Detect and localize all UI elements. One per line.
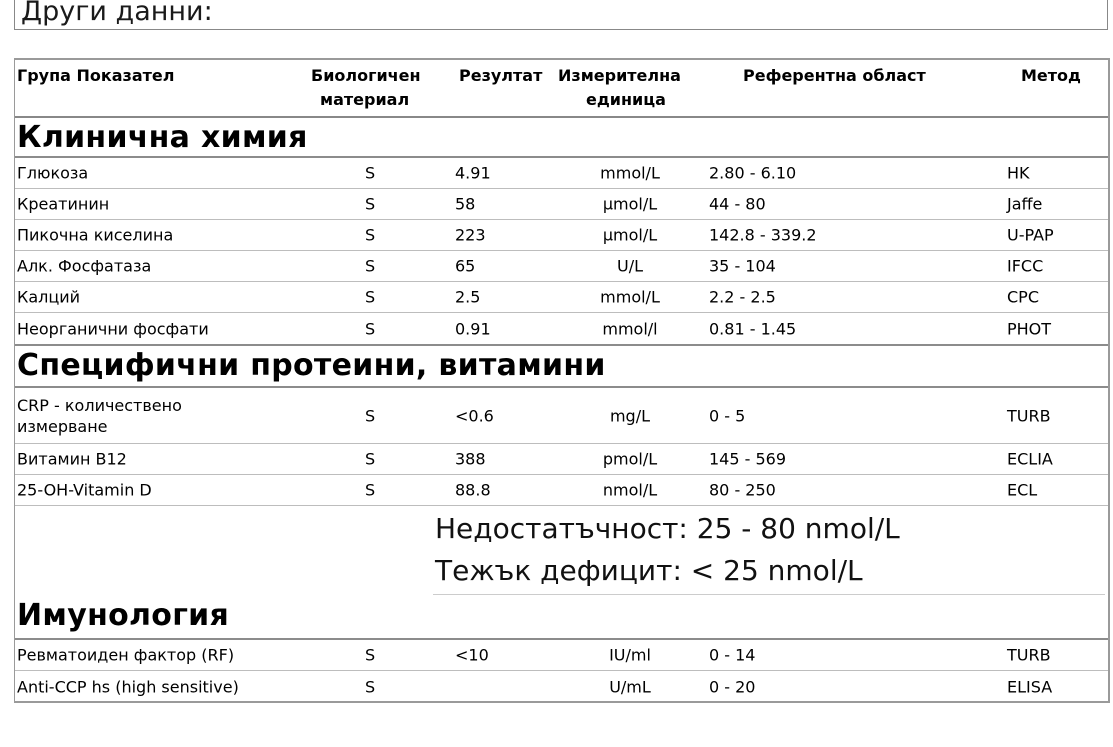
table-row [15,189,1108,220]
cell-material: S [365,406,376,425]
cell-name-line1: CRP - количествено [17,395,182,415]
cell-unit: µmol/L [602,225,658,245]
cell-material: S [365,480,376,500]
cell-method: ECLIA [1007,449,1053,469]
table-row [15,313,1108,344]
cell-result: 65 [455,256,476,276]
cell-unit: mg/L [609,406,651,425]
cell-method: U-PAP [1007,225,1054,245]
cell-reference: 142.8 - 339.2 [709,225,817,245]
cell-unit: mmol/l [602,319,658,338]
cell-name: Неорганични фосфати [17,319,209,338]
cell-method: TURB [1007,406,1051,425]
cell-name: 25-OH-Vitamin D [17,480,152,500]
section-specific-proteins [15,344,1108,388]
cell-method: TURB [1007,645,1051,665]
cell-method: IFCC [1007,256,1044,276]
header-method: Метод [1021,66,1081,85]
cell-material: S [365,287,376,307]
cell-unit: mmol/L [600,163,660,183]
cell-reference: 2.80 - 6.10 [709,163,797,183]
cell-unit: U/mL [609,677,651,696]
cell-material: S [365,225,376,245]
cell-name: Ревматоиден фактор (RF) [17,645,235,665]
cell-result: 223 [455,225,486,245]
cell-result: 388 [455,449,486,469]
vitamin-d-note-insufficiency: Недостатъчност: 25 - 80 nmol/L [435,512,900,545]
section-immunology [15,596,1108,640]
table-row [15,388,1108,444]
header-material-line1: Биологичен [311,66,421,85]
table-row [15,282,1108,313]
cell-name-line2: измерване [17,416,108,436]
cell-name: Пикочна киселина [17,225,174,245]
section-clinical-chemistry [15,118,1108,158]
other-data-label: Други данни: [21,0,213,27]
cell-name: Креатинин [17,194,110,214]
cell-material: S [365,319,376,338]
cell-reference: 80 - 250 [709,480,776,500]
cell-unit: nmol/L [602,480,658,500]
cell-reference: 35 - 104 [709,256,776,276]
table-row [15,671,1108,702]
results-table [14,58,1110,703]
cell-name: Глюкоза [17,163,89,183]
cell-method: Jaffe [1007,194,1043,214]
cell-result: 0.91 [455,319,491,338]
cell-unit: IU/ml [609,645,651,665]
header-group: Група Показател [17,66,175,85]
cell-material: S [365,194,376,214]
table-row [15,220,1108,251]
cell-name: Anti-CCP hs (high sensitive) [17,677,239,696]
cell-reference: 0 - 20 [709,677,756,696]
cell-reference: 0.81 - 1.45 [709,319,797,338]
cell-unit: U/L [616,256,643,276]
cell-material: S [365,163,376,183]
cell-name [17,395,277,437]
cell-method: CPC [1007,287,1039,307]
cell-method: ECL [1007,480,1038,500]
cell-material: S [365,677,376,696]
cell-reference: 44 - 80 [709,194,766,214]
cell-result: <10 [455,645,489,665]
header-material-line2: материал [320,90,410,109]
cell-material: S [365,256,376,276]
cell-reference: 0 - 5 [709,406,746,425]
cell-result: 58 [455,194,476,214]
section-title: Клинична химия [17,120,308,155]
cell-material: S [365,645,376,665]
header-result: Резултат [459,66,543,85]
section-title: Специфични протеини, витамини [17,348,606,383]
note-divider [433,594,1105,595]
header-reference: Референтна област [743,66,926,85]
cell-result: <0.6 [455,406,494,425]
header-unit-line1: Измерителна [558,66,681,85]
cell-unit: pmol/L [602,449,658,469]
table-row [15,444,1108,475]
cell-name: Алк. Фосфатаза [17,256,152,276]
cell-result: 88.8 [455,480,491,500]
cell-reference: 145 - 569 [709,449,787,469]
cell-result: 2.5 [455,287,481,307]
header-unit-line2: единица [586,90,666,109]
cell-reference: 0 - 14 [709,645,756,665]
table-row [15,251,1108,282]
cell-unit: mmol/L [600,287,660,307]
cell-result: 4.91 [455,163,491,183]
cell-method: PHOT [1007,319,1052,338]
cell-unit: µmol/L [602,194,658,214]
table-row [15,475,1108,506]
cell-reference: 2.2 - 2.5 [709,287,776,307]
other-data-box [14,0,1108,30]
cell-material: S [365,449,376,469]
table-header [15,60,1108,118]
cell-name: Калций [17,287,81,307]
section-title: Имунология [17,598,230,633]
cell-name: Витамин B12 [17,449,127,469]
table-row [15,640,1108,671]
table-row [15,158,1108,189]
vitamin-d-note-deficiency: Тежък дефицит: < 25 nmol/L [435,554,863,587]
cell-method: HK [1007,163,1030,183]
cell-method: ELISA [1007,677,1053,696]
